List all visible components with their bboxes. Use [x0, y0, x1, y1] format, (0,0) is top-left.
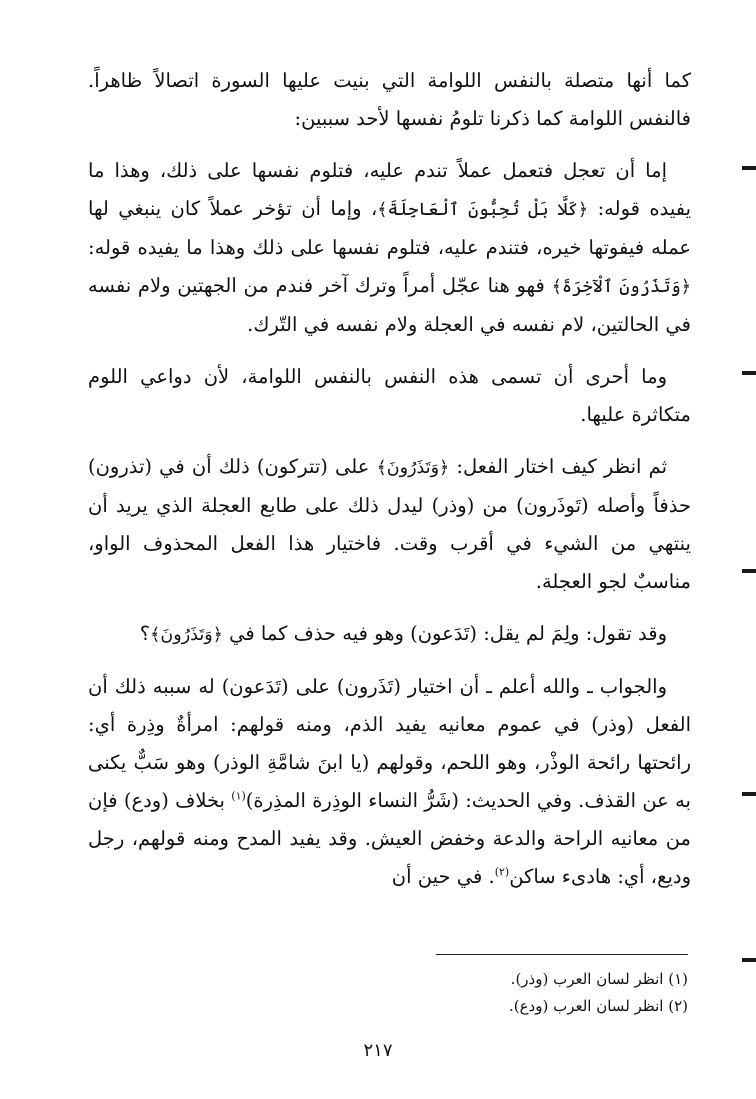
edge-scan-mark — [742, 166, 756, 170]
footnote-2: (٢) انظر لسان العرب (ودع). — [508, 997, 688, 1015]
paragraph — [88, 668, 691, 896]
body-text — [88, 62, 691, 910]
quran-quote: ﴿وَتَذَرُونَ﴾ — [376, 458, 450, 478]
footnote-ref: (١) — [231, 789, 246, 803]
paragraph-text: إما أن تعجل فتعمل عملاً تندم عليه، فتلوم نفسها على ذلك، وهذا ما يفيده قوله: — [88, 159, 692, 220]
paragraph-text: بخلاف (ودع) فإن من معانيه الراحة والدعة وخفض العيش. وقد يفيد المدح ومنه قولهم، رجل وديع، أي: هادىء ساكن — [88, 789, 691, 888]
edge-scan-mark — [742, 792, 756, 796]
paragraph — [88, 448, 691, 601]
edge-scan-mark — [742, 371, 756, 375]
paragraph — [88, 152, 691, 344]
footnote-1: (١) انظر لسان العرب (وذر). — [510, 970, 688, 988]
paragraph-text: على (تتركون) ذلك أن في (تذرون) حذفاً وأصله (تَوذَرون) من (وذر) ليدل ذلك على طابع العجلة الذي يريد أن ينتهي من الشيء في أقرب وقت. فاختيار هذا الفعل المحذوف الواو، مناسبٌ لجو العجلة. — [88, 455, 691, 593]
paragraph-text: . في حين أن — [391, 865, 495, 888]
paragraph-text: كما أنها متصلة بالنفس اللوامة التي بنيت عليها السورة اتصالاً ظاهراً. فالنفس اللوامة كما ذكرنا تلومُ نفسها لأحد سببين: — [88, 69, 691, 130]
paragraph — [88, 615, 691, 654]
quran-quote: ﴿وَتَذَرُونَ﴾ — [150, 625, 223, 645]
paragraph-text: والجواب ـ والله أعلم ـ أن اختيار (تَذَرون) على (تَدَعون) له سببه ذلك أن الفعل (وذر) في عموم معانيه يفيد الذم، ومنه قولهم: امرأةٌ وذِرة أي: رائحتها رائحة الوذْر، وهو اللحم، وقولهم (يا ابنَ شامَّةِ الوذر) وهو سَبٌّ يكنى به عن القذف. وفي الحديث: (شَرُّ النساء الوذِرة المذِرة) — [88, 675, 691, 812]
quran-quote: ﴿كَلَّا بَلْ تُحِبُّونَ ٱلْعَاجِلَةَ﴾ — [377, 200, 589, 220]
paragraph-text: فهو هنا عجّل أمراً وترك آخر فندم من الجهتين ولام نفسه في الحالتين، لام نفسه في العجلة ولام نفسه في التّرك. — [88, 274, 691, 336]
paragraph-text: ، وإما أن تؤخر عملاً كان ينبغي لها عمله فيفوتها خيره، فتندم عليه، فتلوم نفسها على ذلك وهذا ما يفيده قوله: — [88, 197, 691, 259]
paragraph — [88, 358, 691, 434]
footnote-separator — [436, 954, 688, 955]
paragraph — [88, 62, 691, 138]
paragraph-text: وما أحرى أن تسمى هذه النفس بالنفس اللوامة، لأن دواعي اللوم متكاثرة عليها. — [88, 365, 691, 426]
page-number: ٢١٧ — [363, 1040, 393, 1061]
footnote-ref: (٢) — [494, 865, 510, 879]
paragraph-text: ؟ — [139, 622, 151, 645]
paragraph-text: وقد تقول: ولِمَ لم يقل: (تَدَعون) وهو فيه حذف كما في — [222, 622, 667, 645]
footnotes — [88, 966, 688, 1020]
paragraph-text: ثم انظر كيف اختار الفعل: — [449, 455, 667, 478]
edge-scan-mark — [742, 958, 756, 962]
quran-quote: ﴿وَتَذَرُونَ ٱلْآخِرَةَ﴾ — [551, 277, 691, 297]
edge-scan-mark — [742, 569, 756, 573]
